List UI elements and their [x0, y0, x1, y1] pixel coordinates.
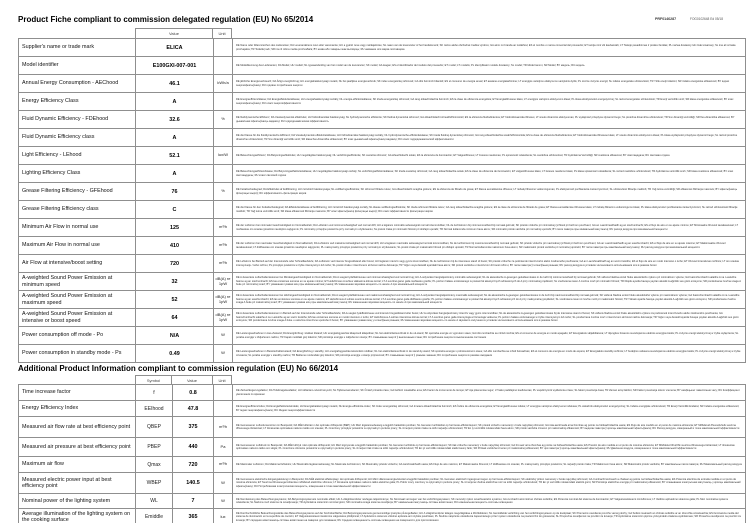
table-row [19, 255, 746, 273]
table-row [19, 494, 746, 509]
row-note: DE der Luftstrom bei minimaler Geschwindigkeit im Normalbetrieb; DA Luftstrøm ved minimumshastighed ved normal drift; HU a légáram minimális sebességnél normál üzemmódban; NL de luchtstroom bij minimumsnelheid bij normaal gebruik; SK prietok vzduchu pri minimálnej rýchlosti pri bežnom používaní; GA an t-aershreabhadh ag an íoschumhacht; ES el flujo de aire en su ajuste mínimo; ET Minimaalne õhuvool tavakasutusel; LT mažiausias oro srautas įprastinio naudojimo sąlygomis; PL minimalny przepływ powietrza przy normalnym użytkowaniu; SL pretok zraka pri minimalni hitrosti pri običajni uporabi; TR Normal kullanımda minimum hava akımı; SR minimalni protok vazduha pri normalnoj upotrebi; BY паток паветра пры мінімальнай магутнасці; RU расход воздуха при минимальной мощности [233, 219, 746, 236]
table-row [19, 457, 746, 473]
row-unit: W [214, 494, 233, 508]
table-row [19, 438, 746, 457]
table-row [19, 309, 746, 327]
row-unit: W [214, 345, 233, 362]
row-label: Energy Efficiency Class [19, 93, 136, 110]
row-symbol: PBEP [136, 438, 173, 456]
table-row [19, 39, 746, 57]
row-value: 52 [136, 291, 214, 308]
row-note: DE Nennleistung des Beleuchtungssystems; DA Belysningssystemets nominelle effekt; HU A világítórendszer névleges teljesítménye; NL Nominaal vermogen van het verlichtingssysteem; SK menovitý výkon osvetľovacieho systému; GA cumhacht ainmniúil an chórais soilsithe; ES Potencia nominal del sistema de iluminación; ET Valgustussüsteemi nimivõimsus; LT Vardinė apšvietimo sistemos galia; PL Moc nominalna systemu oświetlenia; SL Nazivna moč sistema za osvetljevanje; TR Aydınlatma sisteminin nominal gücü; SR nominalna snaga sistema osvetljenja; BY намінальная магутнасць сістэмы асвятлення; RU номинальная мощность системы освещения [233, 494, 746, 508]
row-note: DE Durchschnittliche Beleuchtungsstärke des Beleuchtungssystems auf der Kochoberfläche; DA Belysningssystemets gennemsnitlige lysstyrke på kogefladen; HU A világítórendszer átlagos megvilágítása a főzőfelületen; NL Gemiddelde verlichting van het verlichtingssysteem op de kookplaat; SK Priemerné osvetlenie povrchu varnej plochy; GA Soilsiú meánach an chórais soilsithe ar an dromchla cócaireachta; ES iluminancia media del sistema de iluminación en la superficie de cocción; ET Valgustussüsteemi keskmine valgustatus pliidipinnal; LT Apšvietimo sistemos vidutinė apšvieta ant viryklės paviršiaus; PL Średnie natężenie oświetlenia zapewnianego przez system oświetlenia na powierzchni do gotowania; SL Povprečna osvetljenost na površini za kuvanje; TR Aydınlatma sisteminin pişirme yüzeyindeki ortalama aydınlatması; SR Prosečna osvetljenost na površini za kuvanje; BY сярэдняя асветленасць сістэмы асвятлення на паверхні для гатавання; RU Средняя освещенность системы освещения на поверхности для приготовления [233, 509, 746, 523]
row-unit [214, 201, 233, 218]
row-unit: dB(A) re 1pW [214, 309, 233, 326]
row-note: DE Gemessener Luftdruck im Bestpunkt; DA Målt lufttryk i det optimale driftspunkt; HU Mért légnyomás a legjobb hatásfokú pontban; NL Gemeten luchtdruk op het beste-efficiëntiepunt; SK tlak vzduchu nameraný v bode najvyššej účinnosti; GA brú aeir arna thomhas ag pointe na héifeachtúlachta uasta; ES Presión de aire medida en el punto de máxima eficiencia; ET Mõõdetud õhurõhk suurima tõhususega töötamisel; LT išmatuotas optimalaus našumo taško oro slėgis; PL zmierzone ciśnienie powietrza w optymalnym punkcie pracy; SL izmerjeni tlak zraka na točki največje učinkovitosti; TR En iyi verimlilik noktasındaki statik basınç farkı; SR Pritisak vazduha izmeren pri maksimalnoj efikasnosti; BY ціск паветра ў кропцы максімальнай эфектыўнасці; RU Давление воздуха, измеренное в точке максимальной эффективности [233, 438, 746, 456]
table-row [19, 237, 746, 255]
row-value: 0.49 [136, 345, 214, 362]
row-symbol: Qmax [136, 457, 173, 472]
row-note: DE Beleuchtungseffizienz; DA Belysningseffektivitet; HU megvilágítás hatékonyság; NL verlichtingsefficiëntie; SK svetelná účinnosť; GA éifeachtúlacht solais; ES la eficiencia de iluminación; ET Valgustõhusus; LT šviesos naudumas; PL sprawność oświetlenia; SL svetlobna učinkovitost; TR Aydınlatma Verimliliği; SR svetlosna efikasnost; BY светлааддача; RU световая отдача [233, 147, 746, 164]
row-value: E100GXI-007-001 [136, 57, 214, 74]
row-label: Light Efficiency - LEhood [19, 147, 136, 164]
row-note: DE Energieeffizienzklasse; DA Energieffektivitetsklasse; HU energiahatékonysági osztály; NL energie-efficiëntieklasse; SK trieda energetickej účinnosti; GA rang éifeachtúlachta fuinnimh; ES la clase de eficiencia energética; ET Energiatõhususe klass; LT energijos vartojimo efektyvumo klasė; PL klasa efektywności energetycznej; SL razred energetske učinkovitosti; TR Enerji verimlilik sınıfı; SR klasa energetske efikasnosti; BY клас энергаэфектыўнасці; RU класс энергоэффективности [233, 93, 746, 110]
row-note: DE die Klasse für den Fettabscheidegrad; DA Effektivitetsklasse af fedtfiltrering; HU zsírszűrő hatékonysági osztály; NL klasse vetfilteringsefficiëntie; SK trieda účinnosti filtrácie tukov; GA rang éifeachtúlachta scagtha gréisce; ES la clase de eficiencia de filtrado de grasa; ET Rasva eemaldamise tõhususe klass; LT riebalų filtravimo veiksmingumo klasė; PL klasa efektywności pochłaniania zanieczyszczeń; SL razred učinkovitosti filtracije maščob; TR Yağ tutma verimlilik sınıfı; SR klasa efikasnosti filtriranja masnoće; BY клас эфектыўнасці фільтрацыі жыроў; RU класс эффективности фильтрации жиров [233, 201, 746, 218]
row-symbol: QBEP [136, 417, 173, 437]
row-label: Power consumption off mode - Po [19, 327, 136, 344]
row-note: DE die Klasse für die fluiddynamische Effizienz; DA Væskedynamisk effektivitetsklasse; HU hidrodinamikai hatékonysági osztály; NL hydrodynamische-efficiëntieklasse; SK trieda fluidnej dynamickej účinnosti; GA rang éifeachtúlachta sreabhdhinimiciúla; ES la clase de eficiencia fluidodinámica; ET hüdrodünaamika tõhususe klass; LT srauto dinaminio efektyvumo klasė; PL klasa wydajności przepływu dynamicznego; SL razred pretočne dinamične učinkovitosti; TR Sıvı dinamiği verimlilik sınıfı; SR klasa fluo-dinamičke efikasnosti; BY клас дынамічнай эфектыўнасці вадкасці; RU класс гидродинамической эффективности [233, 129, 746, 146]
row-note: DE jährliche Energieverbrauch; DA Årligt energiforbrug; HU energiahatékonysági mutató; NL het jaarlijkse energieverbruik; SK index energetickej účinnosti; GA ídiú fuinnimh bliantúil; ES el consumo de energía anual; ET aastane energiatarbimine; LT energijos vartojimo efektyvumo santykinis dydis; PL roczne zużycie energii; SL indeks energetske učinkovitosti; TR Yıllık enerji tüketimi; SR indeks energetske efikasnosti; BY індэкс энергаэфектыўнасці; RU годовое потребление энергии [233, 75, 746, 92]
row-unit: m³/h [214, 417, 233, 437]
table-row [19, 345, 746, 363]
row-value: 52.1 [136, 147, 214, 164]
table1 [18, 38, 746, 363]
row-label: Maximum air flow [19, 457, 136, 472]
row-unit: m³/h [214, 255, 233, 272]
table-row [19, 401, 746, 417]
row-symbol: f [136, 385, 173, 400]
row-unit: % [214, 183, 233, 200]
row-value: 125 [136, 219, 214, 236]
row-note: DE Zeitverlängerungsfaktor; DA Tidsforøgelsesfaktor; HU időtartam-növelő tényező; NL Tijdstoenamefactor; SK Činiteľ prírastku času; GA fachtóir méadaithe ama; ES Factor de incremento de tiempo; ET Aja pikenemise tegur; LT laiko padidėjimo koeficientas; PL współczynnik wydłużenia czasu; SL faktor povečanja časa; TR Zaman artış faktörü; SR Faktor povećanja tokom vremena; BY каэфіцыент павелічэння часу; RU Коэффициент увеличения по времени [233, 385, 746, 400]
doc-ref-number: PRF0146287 [655, 17, 677, 21]
row-unit: W [214, 327, 233, 344]
row-label: Supplier's name or trade mark [19, 39, 136, 56]
table-row [19, 327, 746, 345]
row-value: 375 [173, 417, 214, 437]
row-value: 32 [136, 273, 214, 290]
row-label: Grease Filtering Efficiency class [19, 201, 136, 218]
row-label: Measured air pressure at best efficiency point [19, 438, 136, 456]
table-row [19, 273, 746, 291]
row-label: Measured air flow rate at best efficiency point [19, 417, 136, 437]
row-note: DE fluiddynamische Effizienz; DA Væskedynamisk effektivitet; HU hidrodinamikai hatékonyság; NL hydrodynamische efficiëntie; SK fluidná dynamická účinnosť; GA éifeachtúlacht shreabhdhinimiciúil; ES la eficiencia fluidodinámica; ET hüdrodünaamika tõhusus; LT srauto dinaminis efektyvumas; PL wydajność przepływu dynamicznego; SL pretočna dinamična učinkovitost; TR Sıvı dinamiği verimliliği; SR fluo-dinamička efikasnost; BY дынамічная эфектыўнасць вадкасці; RU гидродинамическая эффективность [233, 111, 746, 128]
row-note: DE Beleuchtungseffizienzklasse; DA Belysningseffektivitetsklasse; HU megvilágítás hatékonysági osztály; NL verlichtingsefficiëntieklasse; SK trieda svetelnej účinnosti; GA rang éifeachtúlachta solais; ES la clase de eficiencia de iluminación; ET valgustõhususe klass; LT šviesos naudumo klasė; PL klasa sprawności oświetlenia; SL razred svetlobne učinkovitosti; TR Aydınlatma verimlilik sınıfı; SR klasa svetlosne efikasnosti; BY клас светлааддачы; RU класс световой отдачи [233, 165, 746, 182]
doc-edition-code: FOG0102648 Ed 05/18 [690, 17, 723, 21]
column-header-value: Value [135, 28, 213, 38]
column-header-unit: Unit [213, 375, 232, 384]
table-row [19, 111, 746, 129]
table-row [19, 473, 746, 494]
row-label: Maximum Air Flow in normal use [19, 237, 136, 254]
row-value: 64 [136, 309, 214, 326]
table-row [19, 129, 746, 147]
row-note: DE Maximaler Luftstrom; DA Maksimal luftstrøm; HU Maximális légáramsebesség; NL Maximale luchtstroom; SK Maximálny prietok vzduchu; GA Aershreabhadh uasta; ES Flujo de aire máximo; ET Maksimaalne õhuvool; LT didžiausias oro srautas; PL maksymalny przepływ powietrza; SL največji pretok zraka; TR Maksimum hava akımı; SR Maksimalni protok vazduha; BY максімальны паток паветра; RU Максимальный расход воздуха [233, 457, 746, 472]
row-unit [214, 57, 233, 74]
row-value: 365 [173, 509, 214, 523]
row-unit: dB(A) re 1pW [214, 273, 233, 290]
row-unit [214, 129, 233, 146]
row-label: Power consumption in standby mode - Ps [19, 345, 136, 362]
row-label: Average illumination of the lighting system on the cooking surface [19, 509, 136, 523]
row-label: Minimum Air Flow in normal use [19, 219, 136, 236]
row-note: DE Name oder Warenzeichen des Lieferanten; DA Leverandørens navn eller varemærke; HU a gyártó neve vagy márkajelzése; NL naam van de leverancier of het handelsmerk; SK názov alebo obchodná značka výrobcu; GA ainm nó branda an tsoláthraí; ES el nombre o marca comercial del proveedor; ET tarnija nimi või kaubamärk; LT Tiekėjo pavadinimas ir prekės ženklas; PL nazwa dostawcy lub znak towarowy; SL ime ali oznaka proizvajalca; TR Tedarikçi adı; SR ime ili robna marka proizvođača; BY назва або таварны знак вытворцы; RU название или марка поставщика [233, 39, 746, 56]
row-unit: kWh/a [214, 75, 233, 92]
section-title-additional-info: Additional Product Information compliant to commission regulation (EU) No 66/2014 [18, 364, 339, 373]
row-unit [214, 165, 233, 182]
row-label: A-weighted Sound Power Emission at minimum speed [19, 273, 136, 290]
column-header-value: Value [172, 375, 213, 384]
table2 [18, 384, 746, 523]
row-value: 720 [173, 457, 214, 472]
table-row [19, 385, 746, 401]
row-label: Lighting Efficiency Class [19, 165, 136, 182]
row-value: C [136, 201, 214, 218]
row-unit: Pa [214, 438, 233, 456]
row-value: A [136, 165, 214, 182]
row-label: Nominal power of the lighting system [19, 494, 136, 508]
table-row [19, 147, 746, 165]
row-label: Air Flow at intensive/boost setting [19, 255, 136, 272]
row-value: 76 [136, 183, 214, 200]
row-note: DE A-bewertete Luftschallemissionen bei Höchstgeschwindigkeit im Normalbetrieb; DA A-vægtet lydeffektniveau ved maksimumshastighed ved normal brug; HU A-súlyozású hangteljesítmény maximális sebességnél; NL de akoestische A-gewogen geluidsemissies in de lucht bij maximumsnelheid bij normaal gebruik; SK vážená hladina emisií hluku akustického výkonu pri maximálnom výkone; GA fuaimchumhacht ualaithe A na n-astuithe fuaime ag an uaschumhacht; ES las emisiones sonoras en su ajuste máximo; ET Helivõimsus A suhtes suurima kiiruse korral; LT A svertinė garso galia didžiausiu greičiu; PL poziom hałasu emitowanego w postaci fal akustycznych odniesionych do A przy maksymalnej prędkości; SL vrednotena raven A zvočne moči pri maksimalni hitrosti; TR Yüksek ayarda havaya yayılan akustik A-ağırlıklı ses gücü emisyonu; SR ponderisana zvučna snaga A buke pri maksimalnoj snazi; BY узважаная гукавая моц пры максімальнай магутнасці; RU взвешенная звуковая мощность по шкале A при максимальной мощности [233, 291, 746, 308]
table-row [19, 201, 746, 219]
row-note: DE der Luftstrom bei maximaler Geschwindigkeit im Normalbetrieb; DA Luftstrøm ved maksimumshastighed ved normal drift; HU a légáram maximális sebességnél normál üzemmódban; NL de luchtstroom bij maximumsnelheid bij normaal gebruik; SK prietok vzduchu pri maximálnej rýchlosti pri bežnom používaní; GA an t-aershreabhadh ag an uaschumhacht; ES el flujo de aire en su ajuste máximo; ET Maksimaalne õhuvool tavakasutusel; LT didžiausias oro srautas įprastinio naudojimo sąlygomis; PL maksymalny przepływ powietrza przy normalnym użytkowaniu; SL pretok zraka pri maksimalni hitrosti pri običajni uporabi; TR Normal kullanımda maksimum hava akımı; SR maksimalni protok vazduha pri normalnoj upotrebi; BY паток паветра пры максімальнай магутнасці; RU расход воздуха при максимальной мощности [233, 237, 746, 254]
row-label: Fluid Dynamic Efficiency - FDEhood [19, 111, 136, 128]
row-value: A [136, 93, 214, 110]
row-unit: lux [214, 509, 233, 523]
row-note: DE Leistungsaufnahme im Bereitschaftszustand; DA Energiforbrug i standby; HU energiafogyasztás készenléti módban; NL het elektriciteitsverbruik in de stand-by-stand; SK spotreba energie v pohotovostnom stave; GA ídiú cumhachta sa mhód fuireachais; ES el consumo de energía en modo de espera; ET Energiakulu standby-režiimis; LT budėjimo veiksena suvartojamos elektros energijos kiekis; PL zużycie energii elektrycznej w trybie czuwania; SL poraba energije v standby načinu; TR Bekleme modundaki güç tüketimi; SR potrošnja energije u stanju pripravnosti; BY спажыванне энергіі ў рэжыме чакання; RU потребление энергии в режиме ожидания [233, 345, 746, 362]
table-row [19, 291, 746, 309]
row-value: 47.8 [173, 401, 214, 416]
row-unit: m³/h [214, 219, 233, 236]
table1-header [135, 28, 232, 38]
table2-header [135, 375, 232, 384]
table-row [19, 75, 746, 93]
row-unit [214, 401, 233, 416]
row-symbol: EEIhood [136, 401, 173, 416]
row-value: 7 [173, 494, 214, 508]
table-row [19, 417, 746, 438]
row-unit: m³/h [214, 457, 233, 472]
row-label: Measured electric power input at best efficiency point [19, 473, 136, 493]
row-unit [214, 385, 233, 400]
row-note: DE Luftstrom bei Betrieb auf der Intensivstufe oder Schnelllaufstufe; DA Luftstrøm ved intensiv brugsstilstand eller boost; HU légáram intenzív vagy gyors üzemmódban; NL de luchtstroom bij de intensieve stand of boost; SK prietok vzduchu za podmienok intenzívneho alebo zosilneného používania; GA an t-aershreabhadh ag an socrú treisithe; ES el flujo de aire en modo intensivo o turbo; ET õhuvool intensiivses režiimis; LT oro srautas intensyviuoju / turbo režimu; PL przepływ powietrza w trybie intensywnym lub turbo; SL pretok zraka v intenzivnem ali boost načinu delovanja; TR Yoğun veya destekli ayardaki hava akımı; SR protok vazduha u intenzivnom ili boost režimu; BY паток паветра ў інтэнсіўным рэжыме; RU расход воздуха в условиях интенсивного использования или в режиме boost [233, 255, 746, 272]
row-value: ELICA [136, 39, 214, 56]
column-header-symbol: Symbol [135, 375, 172, 384]
row-symbol: Emiddle [136, 509, 173, 523]
row-label: Energy Efficiency Index [19, 401, 136, 416]
table-row [19, 509, 746, 523]
row-unit: dB(A) re 1pW [214, 291, 233, 308]
row-symbol: WL [136, 494, 173, 508]
table-row [19, 93, 746, 111]
row-note: DE Gemessener Luftvolumenstrom im Bestpunkt; DA Målt luftstrøm i det optimale driftspunkt (BEP); HU Mért légáramsebesség a legjobb hatásfokú pontban; NL Gemeten luchtdebiet op het beste-efficiëntiepunt; SK prietok vzduchu nameraný v bode najvyššej účinnosti; GA ráta aershreafa arna thomhas ag pointe na héifeachtúlachta uasta; ES Flujo de aire medido en el punto de máxima eficiencia; ET Mõõdetud õhuvooluhulk suurima tõhususega töötamisel; LT išmatuotas optimalaus našumo taško oro srautas; PL zmierzony przepływ powietrza w optymalnym punkcie pracy; SL izmerjeni pretok zraka na točki največje učinkovitosti; TR En iyi verimlilik noktasındaki hava akımı; SR protok vazduha izmeren pri maksimalnoj efikasnosti; BY выдатак паветра ў кропцы максімальнай эфектыўнасці; RU Расход воздуха, измеренный в точке максимальной эффективности [233, 417, 746, 437]
row-unit [214, 39, 233, 56]
row-value: A [136, 129, 214, 146]
row-value: 440 [173, 438, 214, 456]
row-value: 410 [136, 237, 214, 254]
page-title: Product Fiche compliant to commission delegated regulation (EU) No 65/2014 [18, 15, 314, 24]
table-row [19, 219, 746, 237]
table-row [19, 165, 746, 183]
table-row [19, 183, 746, 201]
row-unit: % [214, 111, 233, 128]
row-unit [214, 93, 233, 110]
row-note: DE Modellkennung des Lieferanten; DA Model; HU modell; NL typeaanduiding van het model van de leverancier; SK model; GA leagan; ES el identificador del modelo del proveedor; ET mudel; LT modelis; PL identyfikator modelu dostawcy; SL model; TR Model tanımı; SR Model; BY мадэль; RU модель [233, 57, 746, 74]
row-value: 0.8 [173, 385, 214, 400]
row-value: N/A [136, 327, 214, 344]
row-unit: lux/W [214, 147, 233, 164]
row-label: A-weighted Sound Power Emission at maximum speed [19, 291, 136, 308]
row-note: DE Fettabscheidegrad; DA Effektivitet af fedtfiltrering; HU zsírszűrő hatékonysága; NL vetfilteringsefficiëntie; SK účinnosť filtrácie tukov; GA éifeachtúlacht scagtha gréisce; ES la eficiencia de filtrado de grasa; ET Rasva eemaldamise tõhusus; LT riebalų filtravimo veiksmingumas; PL efektywność pochłaniania zanieczyszczeń; SL učinkovitost filtracije maščob; TR Yağ tutma verimliliği; SR efikasnost filtriranja masnoće; BY эфектыўнасць фільтрацыі жыроў; RU эффективность фильтрации жиров [233, 183, 746, 200]
row-label: Time increase factor [19, 385, 136, 400]
row-value: 32.6 [136, 111, 214, 128]
table-row [19, 57, 746, 75]
row-label: A-weighted Sound Power Emission at intensive or boost speed [19, 309, 136, 326]
row-value: 140.5 [173, 473, 214, 493]
row-note: DE A-bewertete Luftschallemissionen im Betrieb auf der Intensivstufe oder Schnelllaufstufe; DA A-vægtet lydeffektniveau ved intensiv brugsstilstand eller boost; HU A-súlyozású hangteljesítmény intenzív vagy gyors üzemmódban; NL de akoestische A-gewogen geluidsemissies bij de intensieve stand of boost; SK vážená hladina emisií hluku akustického výkonu za podmienok intenzívneho alebo zosilneného používania; GA fuaimchumhacht ualaithe A na n-astuithe ag an socrú treisithe; ES las emisiones sonoras en modo intensivo o turbo; ET Helivõimsus A suhtes intensiivse kiiruse korral; LT A svertinė garso galia intensyviąja ar forsuotąja veiksena; PL poziom hałasu emitowanego w trybie intensywnym lub turbo; SL ponderirana zvočna moč v intenzivnem ali boost načinu delovanja; TR Yoğun veya destekli ayarda havaya yayılan akustik A-ağırlıklı ses gücü emisyonu; SR ponderisana zvučna snaga A buke u uslovima intenzivne upotrebe ili boost; BY узважаная гукавая моц у інтэнсіўным рэжыме; RU взвешенная звуковая мощность по шкале A звукового излучения в условиях интенсивного использования или в режиме boost [233, 309, 746, 326]
row-value: 46.1 [136, 75, 214, 92]
row-label: Model identifier [19, 57, 136, 74]
row-note: DE Leistungsaufnahme im Aus-Zustand; DA Energiforbrug i slukket tilstand; HU energiafogyasztás kikapcsolt állapotban; NL het elektriciteitsverbruik in de uit-stand; SK spotreba energie vo vypnutom stave; GA ídiú cumhachta sa mhód múchta; ES el consumo de energía en modo apagado; ET Energiakulu väljalülitatuna; LT išjungties būsenos suvartojamos elektros energijos kiekis; PL zużycie energii elektrycznej w trybie wyłączenia; SL poraba energije v izključenem načinu; TR Kapalı moddaki güç tüketimi; SR potrošnja energije u isključenom stanju; BY спажыванне энергіі ў выключаным стане; RU потребление энергии в выключенном состоянии [233, 327, 746, 344]
row-unit: W [214, 473, 233, 493]
row-note: DE Gemessene elektrische Eingangsleistung im Bestpunkt; DA Målt elektrisk effektoptag i det optimale driftspunkt; HU Mért villamosenergia-felvétel a legjobb hatásfokú pontban; NL Gemeten elektrisch ingangsvermogen op het beste-efficiëntiepunt; SK elektrický príkon nameraný v bode najvyššej účinnosti; GA Cumhacht leictreach a chaitear ag pointe na héifeachtúlachta uasta; ES Potencia eléctrica de entrada medida en el punto de máxima eficiencia; ET Suurima tõhususega töötamise mõõdetud elektriline võimsus; LT išmatuota optimalaus našumo taško elektrinė galia; PL Pobór mocy mierzony w optymalnym punkcie pracy; SL izmerjena vhodna električna moč na točki največje učinkovitosti; TR En iyi verimlilik noktasındaki elektrik gücü; SR Potrošnja električne energije pri maksimalnoj efikasnosti; BY спажываная электрычная магутнасць у кропцы максімальнай эфектыўнасці; RU Потребляемая электрическая мощность, измеренная в точке максимальной эффективности [233, 473, 746, 493]
column-header-unit: Unit [213, 28, 232, 38]
row-label: Annual Energy Consumption - AEChood [19, 75, 136, 92]
row-label: Fluid Dynamic Efficiency class [19, 129, 136, 146]
row-note: DE Energieeffizienzindex; DA Energieffektivitetsindeks; HU Energiahatékonysági mutató; NL Energie-efficiëntie-index; SK Index energetickej účinnosti; GA Innéacs éifeachtúlachta fuinnimh; ES Índice de eficiencia energética; ET Energiatõhususe indeks; LT energijos vartojimo efektyvumo indeksas; PL wskaźnik efektywności energetycznej; SL Indeks energijske učinkovitosti; TR Enerji Verimlilik Endeksi; SR Indeks energetske efikasnosti; BY індэкс энергаэфектыўнасці; RU Индекс энергоэффективности [233, 401, 746, 416]
row-note: DE A-bewertete Luftschallemissionen bei Mindestgeschwindigkeit im Normalbetrieb; DA A-vægtet lydeffektniveau ved minimumshastighed ved normal brug; HU A-súlyozású hangteljesítmény minimális sebességnél; NL de akoestische A-gewogen geluidsemissies in de lucht bij minimumsnelheid bij normaal gebruik; SK vážená hladina emisií hluku akustického výkonu pri minimálnom výkone; GA fuaimchumhacht ualaithe A na n-astuithe fuaime ag an íoschumhacht; ES las emisiones sonoras en su ajuste mínimo; ET Helivõimsus A suhtes väikseima kiiruse korral; LT A svertinė garso galia mažiausiu greičiu; PL poziom hałasu emitowanego w postaci fal akustycznych odniesionych do A przy minimalnej prędkości; SL vrednotena raven A zvočne moči pri minimalni hitrosti; TR Düşük ayarda havaya yayılan akustik A-ağırlıklı ses gücü emisyonu; SR ponderisana zvučna snaga A buke pri minimalnoj snazi; BY узважаная гукавая моц пры мінімальнай магутнасці; RU взвешенная звуковая мощность по шкале A при минимальной мощности [233, 273, 746, 290]
row-value: 720 [136, 255, 214, 272]
row-symbol: WBEP [136, 473, 173, 493]
row-label: Grease Filtering Efficiency - GFEhood [19, 183, 136, 200]
row-unit: m³/h [214, 237, 233, 254]
